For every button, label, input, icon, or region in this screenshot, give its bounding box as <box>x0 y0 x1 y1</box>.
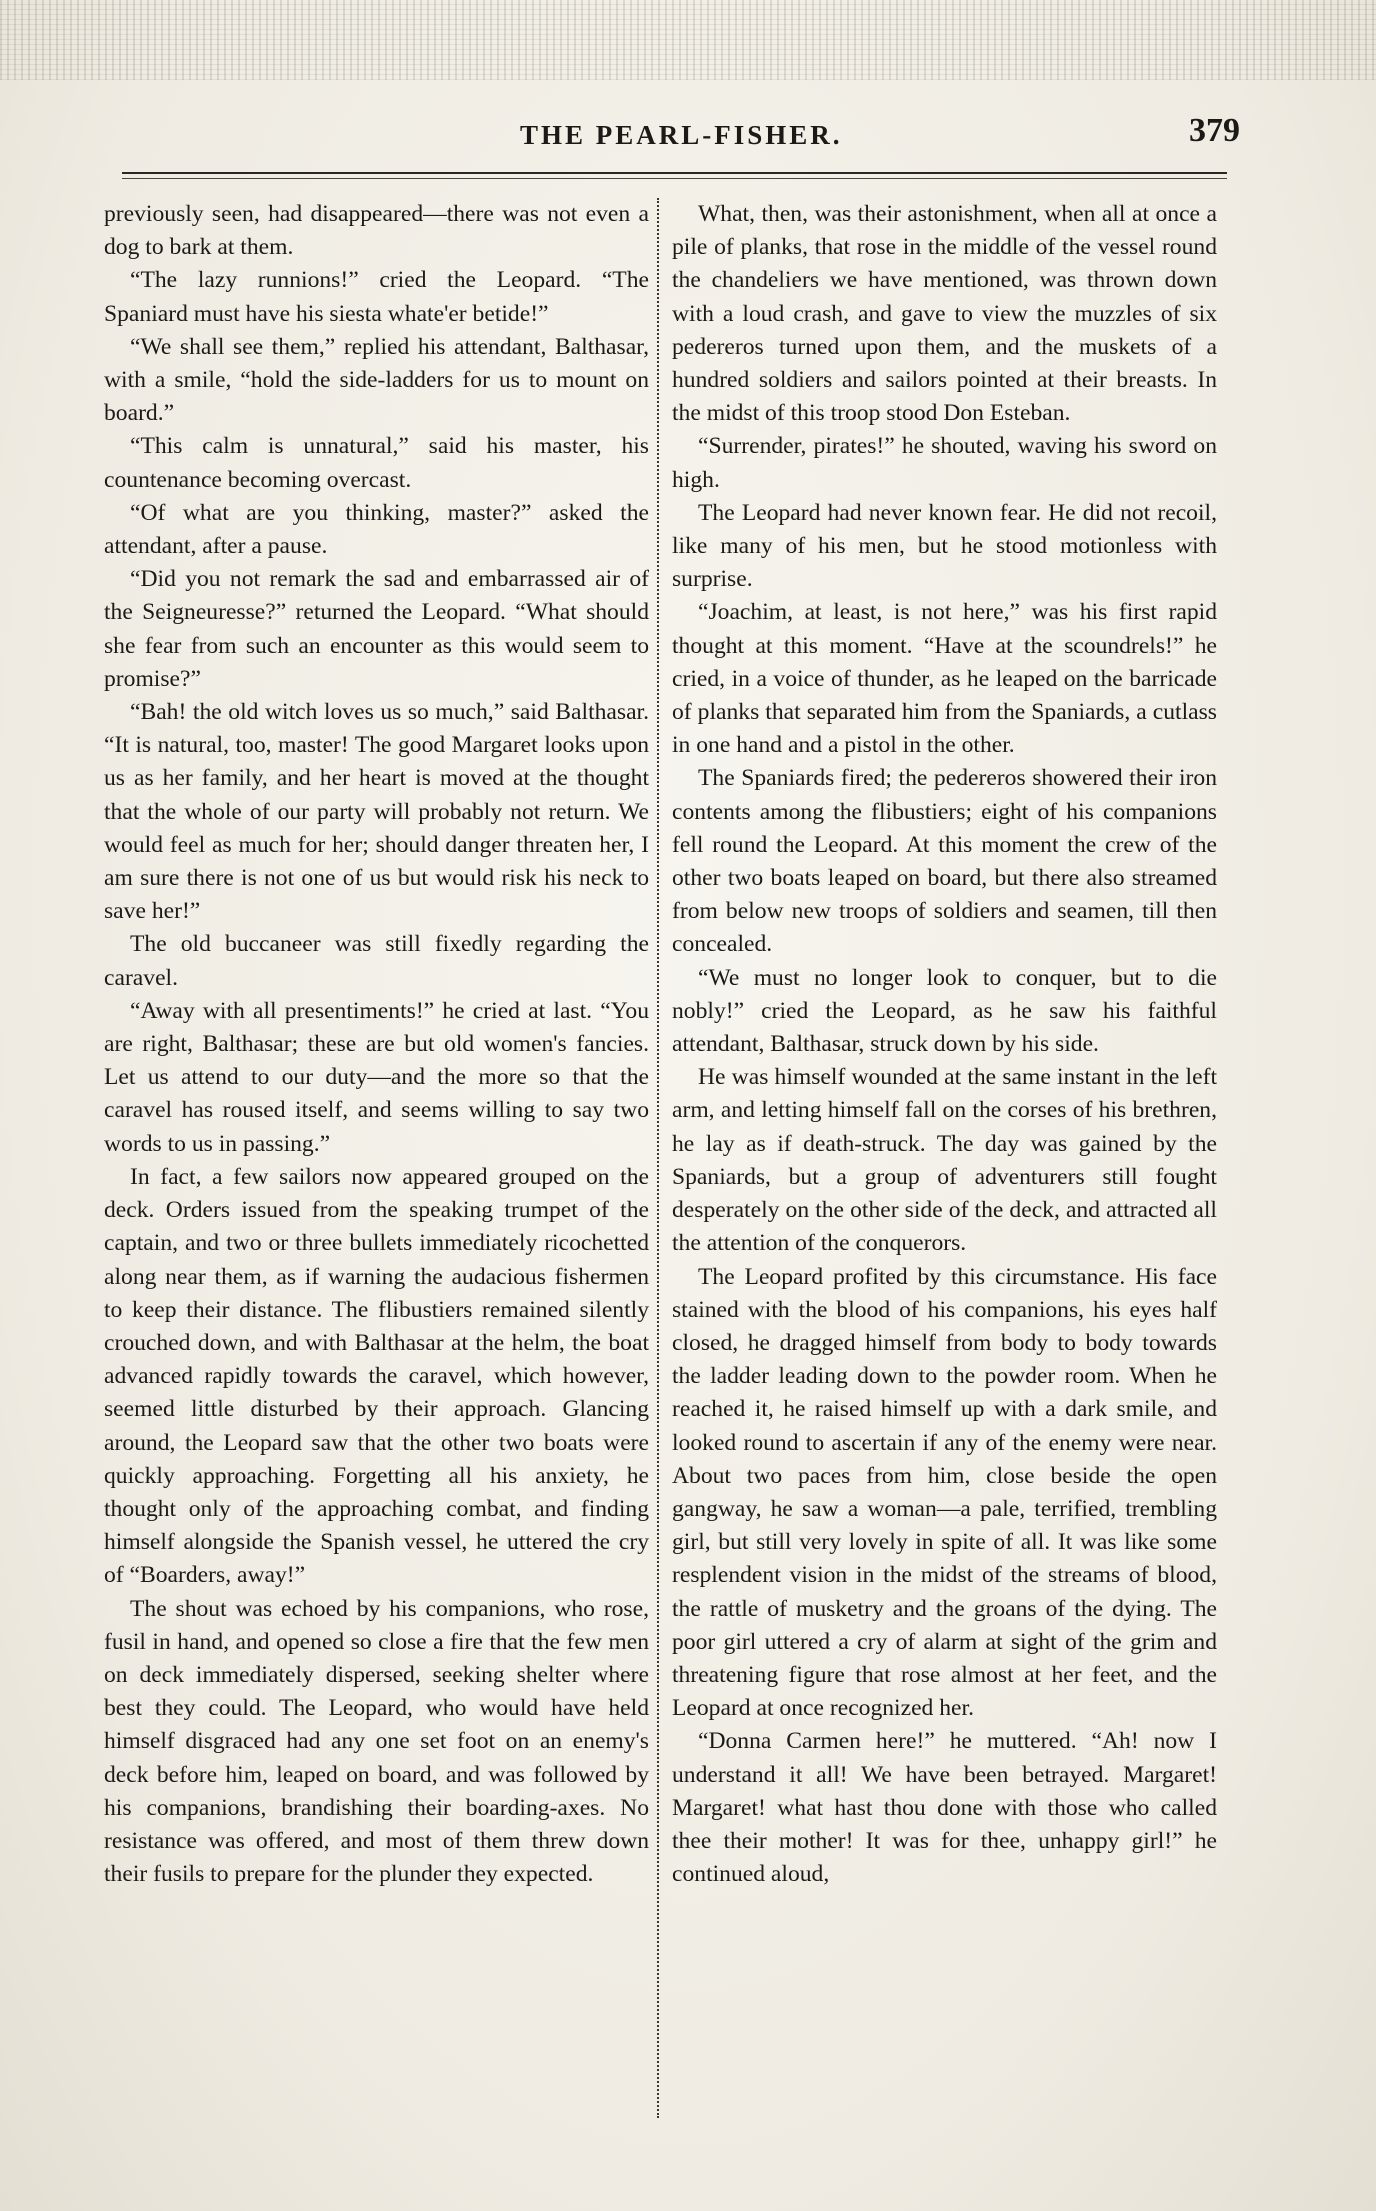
paragraph: The old buccaneer was still fixedly regarding the caravel. <box>104 931 649 991</box>
paragraph: “The lazy runnions!” cried the Leopard. “The Spaniard must have his siesta whate'er betide!” <box>104 267 649 327</box>
paragraph: “Away with all presentiments!” he cried at last. “You are right, Balthasar; these are but old women's fancies. Let us attend to our duty—and the more so that the caravel has roused itself, and seems willing to say two words to us in passing.” <box>104 997 649 1157</box>
paragraph: “Surrender, pirates!” he shouted, waving his sword on high. <box>672 433 1217 493</box>
page-header <box>110 112 1240 162</box>
paragraph: “Of what are you thinking, master?” asked the attendant, after a pause. <box>104 499 649 560</box>
paragraph: “We must no longer look to conquer, but to die nobly!” cried the Leopard, as he saw his faithful attendant, Balthasar, struck down by his side. <box>672 964 1217 1058</box>
running-head: THE PEARL-FISHER. <box>520 120 843 150</box>
paragraph: The Spaniards fired; the pedereros showered their iron contents among the flibustiers; eight of his companions fell round the Leopard. At this moment the crew of the other two boats leaped on board, but there also streamed from below new troops of soldiers and seamen, till then concealed. <box>672 765 1217 958</box>
scan-edge-noise <box>0 0 1376 80</box>
paragraph: He was himself wounded at the same instant in the left arm, and letting himself fall on the corses of his brethren, he lay as if death-struck. The day was gained by the Spaniards, but a group of adventurers still fought desperately on the other side of the deck, and attracted all the attention of the conquerors. <box>672 1064 1217 1257</box>
paragraph: The shout was echoed by his companions, who rose, fusil in hand, and opened so close a fire that the few men on deck immediately dispersed, seeking shelter where best they could. The Leopard, who would have held himself disgraced had any one set foot on an enemy's deck before him, leaped on board, and was followed by his companions, brandishing their boarding-axes. No resistance was offered, and most of them threw down their fusils to prepare for the plunder they expected. <box>104 1595 649 1888</box>
paragraph: The Leopard had never known fear. He did not recoil, like many of his men, but he stood motionless with surprise. <box>672 499 1217 593</box>
paragraph: “Bah! the old witch loves us so much,” said Balthasar. “It is natural, too, master! The good Margaret looks upon us as her family, and her heart is moved at the thought that the whole of our party will probably not return. We would feel as much for her; should danger threaten her, I am sure there is not one of us but would risk his neck to save her!” <box>104 699 649 925</box>
paragraph: What, then, was their astonishment, when all at once a pile of planks, that rose in the middle of the vessel round the chandeliers we have mentioned, was thrown down with a loud crash, and gave to view the muzzles of six pedereros turned upon them, and the muskets of a hundred soldiers and sailors pointed at their breasts. In the midst of this troop stood Don Esteban. <box>672 201 1217 427</box>
paragraph: “This calm is unnatural,” said his master, his countenance becoming overcast. <box>104 433 649 493</box>
right-column <box>672 198 1217 1891</box>
paragraph: In fact, a few sailors now appeared grouped on the deck. Orders issued from the speaking trumpet of the captain, and two or three bullets immediately ricochetted along near them, as if warning the audacious fishermen to keep their distance. The flibustiers remained silently crouched down, and with Balthasar at the helm, the boat advanced rapidly towards the caravel, which however, seemed little disturbed by their approach. Glancing around, the Leopard saw that the other two boats were quickly approaching. Forgetting all his anxiety, he thought only of the approaching combat, and finding himself alongside the Spanish vessel, he uttered the cry of “Boarders, away!” <box>104 1163 649 1589</box>
paragraph: “Donna Carmen here!” he muttered. “Ah! now I understand it all! We have been betrayed. Margaret! Margaret! what hast thou done with those who called thee their mother! It was for thee, unhappy girl!” he continued aloud, <box>672 1728 1217 1888</box>
paragraph: “Joachim, at least, is not here,” was his first rapid thought at this moment. “Have at the scoundrels!” he cried, in a voice of thunder, as he leaped on the barricade of planks that separated him from the Spaniards, a cutlass in one hand and a pistol in the other. <box>672 599 1217 759</box>
header-rule <box>122 172 1227 179</box>
paragraph: The Leopard profited by this circumstance. His face stained with the blood of his companions, his eyes half closed, he dragged himself from body to body towards the ladder leading down to the powder room. When he reached it, he raised himself up with a dark smile, and looked round to ascertain if any of the enemy were near. About two paces from him, close beside the open gangway, he saw a woman—a pale, terrified, trembling girl, but still very lovely in spite of all. It was like some resplendent vision in the midst of the streams of blood, the rattle of musketry and the groans of the dying. The poor girl uttered a cry of alarm at sight of the grim and threatening figure that rose almost at her feet, and the Leopard at once recognized her. <box>672 1263 1217 1722</box>
paragraph: “Did you not remark the sad and embarrassed air of the Seigneuresse?” returned the Leopard. “What should she fear from such an encounter as this would seem to promise?” <box>104 566 649 692</box>
column-divider <box>657 198 659 2118</box>
paragraph: “We shall see them,” replied his attendant, Balthasar, with a smile, “hold the side-ladders for us to mount on board.” <box>104 333 649 427</box>
left-column <box>104 198 649 1891</box>
paragraph: previously seen, had disappeared—there was not even a dog to bark at them. <box>104 201 649 261</box>
page-number: 379 <box>1189 112 1240 149</box>
